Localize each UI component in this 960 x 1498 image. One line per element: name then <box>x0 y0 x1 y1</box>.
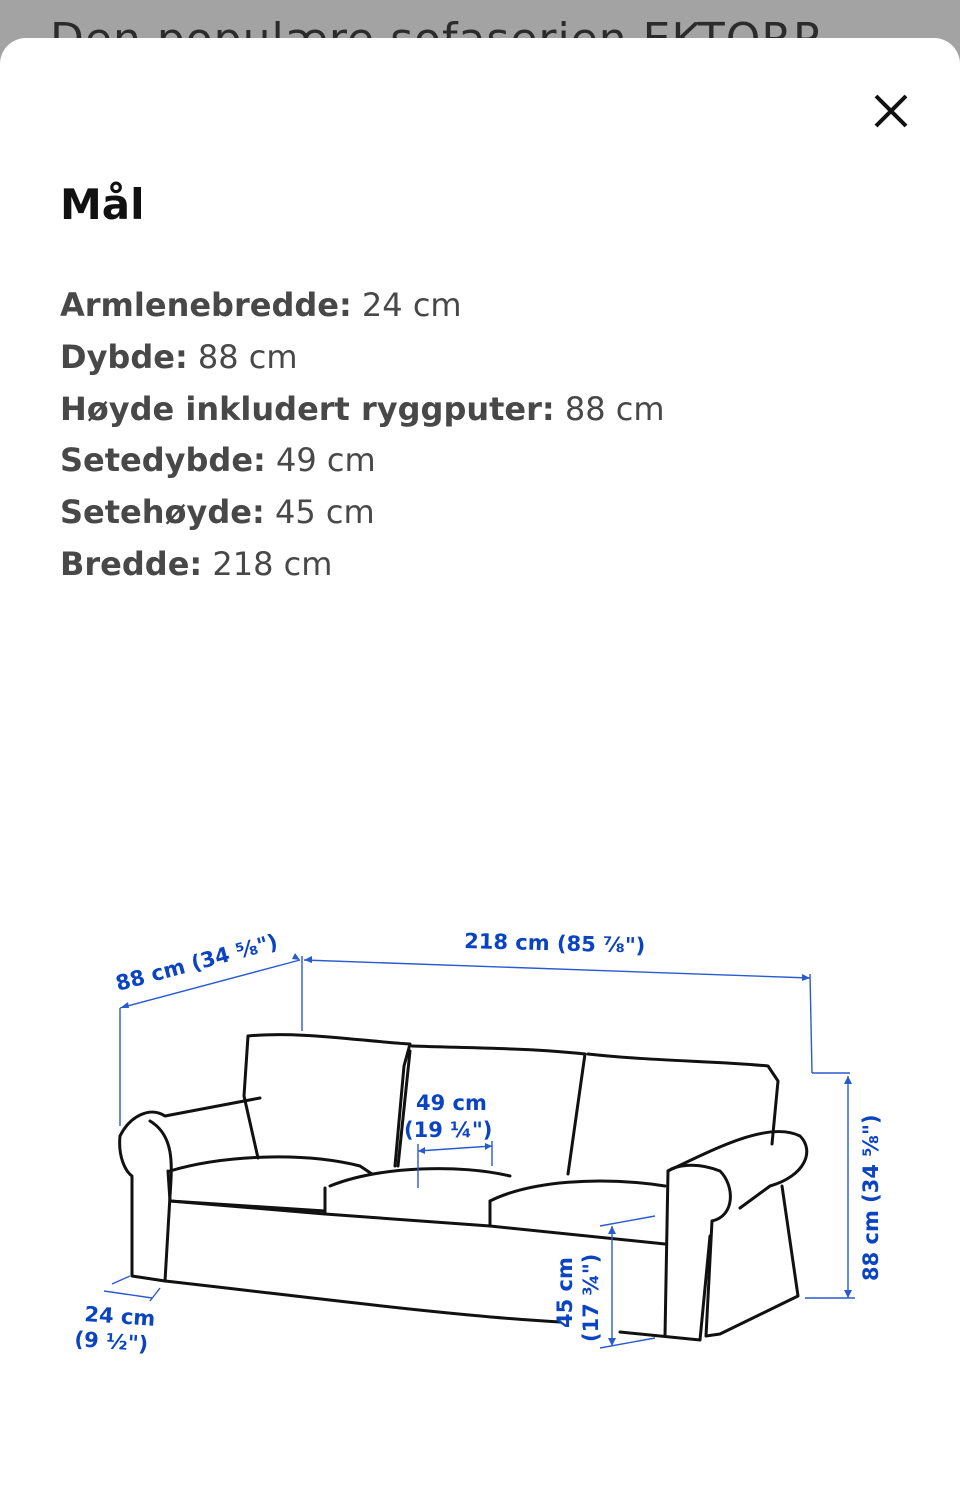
close-icon <box>866 88 916 138</box>
spec-row <box>60 539 665 591</box>
height-label: 88 cm (34 ⅝") <box>859 1114 883 1281</box>
seat-height-cm-label: 45 cm <box>553 1257 577 1328</box>
spec-row <box>60 332 665 384</box>
spec-label: Dybde: <box>60 337 188 376</box>
spec-value: 49 cm <box>276 441 376 480</box>
spec-list <box>60 280 665 591</box>
spec-label: Setedybde: <box>60 441 266 480</box>
sofa-drawing <box>120 1035 807 1340</box>
spec-value: 218 cm <box>212 544 333 583</box>
width-label: 218 cm (85 ⅞") <box>463 929 646 958</box>
spec-label: Armlenebredde: <box>60 286 352 324</box>
spec-value: 88 cm <box>564 389 665 428</box>
sofa-dimension-diagram <box>0 838 960 1358</box>
spec-row <box>60 487 665 539</box>
spec-label: Høyde inkludert ryggputer: <box>60 389 555 428</box>
spec-value: 45 cm <box>274 493 375 532</box>
spec-row <box>60 435 665 487</box>
modal-title: Mål <box>60 180 145 229</box>
spec-row <box>60 280 665 332</box>
seat-depth-in-label: (19 ¼") <box>404 1118 493 1142</box>
dimension-lines <box>104 953 855 1348</box>
seat-depth-cm-label: 49 cm <box>416 1091 487 1115</box>
dimensions-modal <box>0 38 960 1498</box>
depth-label: 88 cm (34 ⅝") <box>113 929 281 996</box>
spec-value: 24 cm <box>361 286 462 324</box>
close-button[interactable] <box>866 88 916 138</box>
spec-row <box>60 384 665 436</box>
arm-width-cm-label: 24 cm <box>83 1302 157 1331</box>
arm-width-in-label: (9 ½") <box>73 1327 149 1357</box>
seat-height-in-label: (17 ¾") <box>579 1253 603 1342</box>
spec-label: Bredde: <box>60 544 203 583</box>
spec-label: Setehøyde: <box>60 493 265 532</box>
spec-value: 88 cm <box>197 337 298 376</box>
